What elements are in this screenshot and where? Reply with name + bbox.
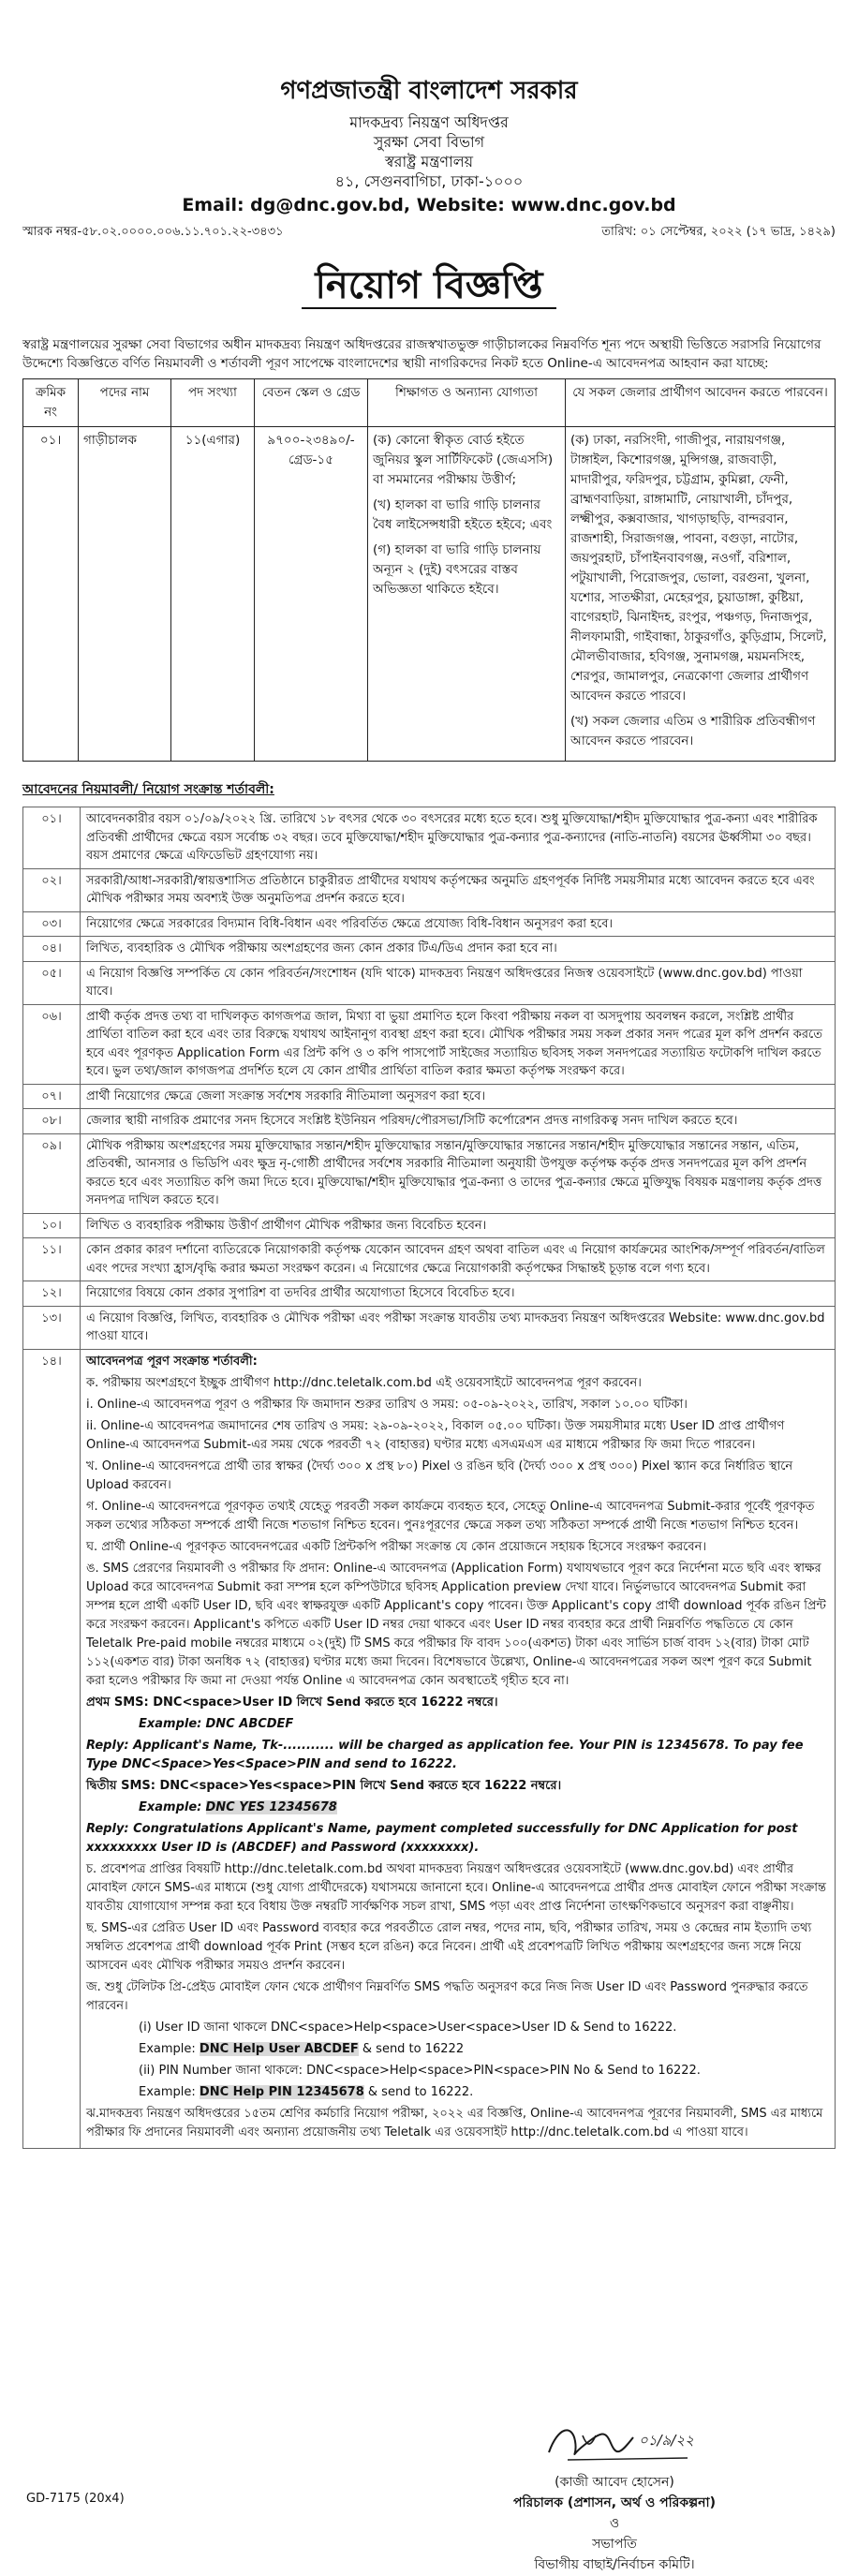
signer-role: সভাপতি xyxy=(592,2537,637,2552)
apply-k: ক. পরীক্ষায় অংশগ্রহণে ইচ্ছুক প্রার্থীগণ http://dnc.teletalk.com.bd এই ওয়েবসাইটে আবেদনপত্র পূরণ করবেন। xyxy=(86,1375,642,1390)
col-districts: যে সকল জেলার প্রার্থীগণ আবেদন করতে পারবেন। xyxy=(566,379,836,427)
signer-name: (কাজী আবেদ হোসেন) xyxy=(555,2475,674,2490)
term-number: ১১। xyxy=(23,1238,81,1281)
row-count: ১১(এগার) xyxy=(171,427,255,762)
sms-first-reply: Reply: Applicant's Name, Tk-........... will be charged as application fee. Your PIN is 12345678. To pay fee Type DNC<Space>Yes<Space>PIN and send to 16222. xyxy=(86,1738,804,1771)
signer-and: ও xyxy=(609,2516,620,2531)
row-scale: ৯৭০০-২৩৪৯০/- গ্রেড-১৫ xyxy=(255,427,368,762)
division-name: সুরক্ষা সেবা বিভাগ xyxy=(373,133,485,151)
term-text: প্রার্থী কর্তৃক প্রদত্ত তথ্য বা দাখিলকৃত কাগজপত্র জাল, মিথ্যা বা ভুয়া প্রমাণিত হলে কিংবা পরীক্ষায় নকল বা অসদুপায় অবলম্বন করলে, সংশ্লিষ্ট প্রার্থীর প্রার্থিতা বাতিল করা হবে এবং তার বিরুদ্ধে যথাযথ আইনানুগ ব্যবস্থা গ্রহণ করা হবে। মৌখিক পরীক্ষার সময় সকল প্রকার সনদ পত্রের মূল কপি প্রদর্শন করতে হবে এবং পূরণকৃত Application Form এর প্রিন্ট কপি ও ৩ কপি পাসপোর্ট সাইজের সত্যায়িত ছবিসহ সকল সনদপত্রের সত্যায়িত ফটোকপি দাখিল করতে হবে। ভুল তথ্য/জাল কাগজপত্র প্রদর্শিত হলে যে কোন প্রার্থীর প্রার্থিতা বাতিল করার ক্ষমতা কর্তৃপক্ষ সংরক্ষণ করে। xyxy=(81,1004,836,1084)
col-scale: বেতন স্কেল ও গ্রেড xyxy=(255,379,368,427)
col-post: পদের নাম xyxy=(79,379,171,427)
col-serial: ক্রমিক নং xyxy=(23,379,79,427)
signature-date: ০১/৯/২২ xyxy=(639,2432,694,2449)
table-row xyxy=(23,1306,836,1349)
term-number: ০৫। xyxy=(23,961,81,1004)
table-row xyxy=(23,1281,836,1307)
vacancy-table-header xyxy=(23,379,836,427)
signer-designation: পরিচালক (প্রশাসন, অর্থ ও পরিকল্পনা) xyxy=(513,2495,716,2510)
application-instructions xyxy=(81,1349,836,2148)
term-number: ০২। xyxy=(23,868,81,911)
row-serial: ০১। xyxy=(23,427,79,762)
qualification-c: (গ) হালকা বা ভারি গাড়ি চালনায় অন্যূন ২ (দুই) বৎসরের বাস্তব অভিজ্ঞতা থাকিতে হইবে। xyxy=(373,542,541,597)
apply-jh: ঝ.মাদকদ্রব্য নিয়ন্ত্রণ অধিদপ্তরের ১৫তম শ্রেণির কর্মচারি নিয়োগ পরীক্ষা, ২০২২ এর বিজ্ঞপ্তি, Online-এ আবেদনপত্র পূরণের নিয়মাবলী, SMS এর মাধ্যমে পরীক্ষার ফি প্রদানের নিয়মাবলী এবং অন্যান্য প্রয়োজনীয় তথ্য Teletalk এর ওয়েবসাইট http://dnc.teletalk.com.bd এ পাওয়া যাবে। xyxy=(86,2106,823,2139)
vacancy-table xyxy=(22,378,836,762)
apply-heading: আবেদনপত্র পূরণ সংক্রান্ত শর্তাবলী: xyxy=(86,1354,258,1369)
apply-ii: ii. Online-এ আবেদনপত্র জমাদানের শেষ তারিখ ও সময়: ২৯-০৯-২০২২, বিকাল ০৫.০০ ঘটিকা। উক্ত সময়সীমার মধ্যে User ID প্রাপ্ত প্রার্থীগণ Online-এ আবেদনপত্র Submit-এর সময় থেকে পরবর্তী ৭২ (বাহাত্তর) ঘণ্টার মধ্যে এসএমএস এর মাধ্যমে পরীক্ষার ফি জমা দিতে পারবেন। xyxy=(86,1418,785,1452)
apply-g: গ. Online-এ আবেদনপত্রে পূরণকৃত তথ্যই যেহেতু পরবর্তী সকল কার্যক্রমে ব্যবহৃত হবে, সেহেতু Online-এ আবেদনপত্র Submit-করার পূর্বেই পূরণকৃত সকল তথ্যের সঠিকতা সম্পর্কে প্রার্থী নিজে শতভাগ নিশ্চিত হবেন। পুনঃপূরণের ক্ষেত্রে সকল তথ্য সঠিকতা সম্পর্কে প্রার্থী নিজে শতভাগ নিশ্চিত হবেন। xyxy=(86,1499,815,1532)
term-number: ১৩। xyxy=(23,1306,81,1349)
term-text: প্রার্থী নিয়োগের ক্ষেত্রে জেলা সংক্রান্ত সর্বশেষ সরকারি নীতিমালা অনুসরণ করা হবে। xyxy=(81,1084,836,1109)
term-number: ০৩। xyxy=(23,911,81,937)
col-count: পদ সংখ্যা xyxy=(171,379,255,427)
term-number: ০৪। xyxy=(23,937,81,962)
table-row xyxy=(23,937,836,962)
table-row xyxy=(23,911,836,937)
apply-gh: ঘ. প্রার্থী Online-এ পূরণকৃত আবেদনপত্রের একটি প্রিন্টকপি পরীক্ষা সংক্রান্ত যে কোন প্রয়োজনে সহায়ক হিসেবে সংরক্ষণ করবেন। xyxy=(86,1539,707,1554)
recover-userid: (i) User ID জানা থাকলে DNC<space>Help<space>User<space>User ID & Send to 16222. xyxy=(139,2020,677,2035)
table-row xyxy=(23,1238,836,1281)
signature-block xyxy=(474,2417,755,2575)
qualification-b: (খ) হালকা বা ভারি গাড়ি চালনার বৈধ লাইসেন্সধারী হইতে হইবে; এবং xyxy=(373,497,553,532)
department-name: মাদকদ্রব্য নিয়ন্ত্রণ অধিদপ্তর xyxy=(349,113,509,131)
ministry-name: স্বরাষ্ট্র মন্ত্রণালয় xyxy=(384,153,474,170)
office-address: ৪১, সেগুনবাগিচা, ঢাকা-১০০০ xyxy=(334,172,524,190)
apply-kh: খ. Online-এ আবেদনপত্রে প্রার্থী তার স্বাক্ষর (দৈর্ঘ্য ৩০০ x প্রস্থ ৮০) Pixel ও রঙিন ছবি (দৈর্ঘ্য ৩০০ x প্রস্থ ৩০০) Pixel স্ক্যান করে নির্ধারিত স্থানে Upload করবেন। xyxy=(86,1458,793,1492)
term-text: লিখিত, ব্যবহারিক ও মৌখিক পরীক্ষায় অংশগ্রহণের জন্য কোন প্রকার টিএ/ডিএ প্রদান করা হবে না। xyxy=(81,937,836,962)
districts-b: (খ) সকল জেলার এতিম ও শারীরিক প্রতিবন্ধীগণ আবেদন করতে পারবেন। xyxy=(570,714,816,748)
term-number: ০৮। xyxy=(23,1109,81,1134)
term-number: ১৪। xyxy=(23,1349,81,2148)
government-name: গণপ্রজাতন্ত্রী বাংলাদেশ সরকার xyxy=(280,77,578,105)
sms-second-example: Example: DNC YES 12345678 xyxy=(139,1799,337,1814)
memo-number: স্মারক নম্বর-৫৮.০২.০০০০.০০৬.১১.৭০১.২২-৩৪৩১ xyxy=(22,225,284,239)
term-number: ১২। xyxy=(23,1281,81,1307)
reference-row xyxy=(22,223,836,243)
recover-pin: (ii) PIN Number জানা থাকলে: DNC<space>Help<space>PIN<space>PIN No & Send to 16222. xyxy=(139,2063,701,2078)
recover-pin-example: Example: DNC Help PIN 12345678 & send to 16222. xyxy=(139,2084,474,2099)
term-number: ০৯। xyxy=(23,1133,81,1213)
table-row xyxy=(23,427,836,762)
row-post: গাড়ীচালক xyxy=(79,427,171,762)
gd-reference: GD-7175 (20x4) xyxy=(26,2492,125,2506)
table-row xyxy=(23,1084,836,1109)
row-districts xyxy=(566,427,836,762)
term-text: মৌখিক পরীক্ষায় অংশগ্রহণের সময় মুক্তিযোদ্ধার সন্তান/শহীদ মুক্তিযোদ্ধার সন্তান/মুক্তিযোদ্ধার সন্তানের সন্তান/শহীদ মুক্তিযোদ্ধার সন্তানের সন্তান, এতিম, প্রতিবন্ধী, আনসার ও ভিডিপি এবং ক্ষুদ্র নৃ-গোষ্ঠী প্রার্থীদের সর্বশেষ সরকারি নীতিমালা অনুযায়ী উপযুক্ত কর্তৃপক্ষ কর্তৃক প্রদত্ত সনদপত্রের মূল কপি প্রদর্শন করতে হবে এবং সত্যায়িত কপি জমা দিতে হবে। মুক্তিযোদ্ধা/শহীদ মুক্তিযোদ্ধার পুত্র-কন্যা ও তাদের পুত্র-কন্যার ক্ষেত্রে মুক্তিযুদ্ধ বিষয়ক মন্ত্রণালয় কর্তৃক প্রদত্ত সনদপত্র দাখিল করতে হবে। xyxy=(81,1133,836,1213)
table-row xyxy=(23,807,836,869)
term-number: ০৭। xyxy=(23,1084,81,1109)
email-website-line: Email: dg@dnc.gov.bd, Website: www.dnc.gov.bd xyxy=(182,195,676,215)
sms-second-reply: Reply: Congratulations Applicant's Name, payment completed successfully for DNC Application for post xxxxxxxxx User ID is (ABCDEF) and Password (xxxxxxxx). xyxy=(86,1821,798,1855)
signer-committee: বিভাগীয় বাছাই/নির্বাচন কমিটি। xyxy=(534,2557,695,2572)
table-row xyxy=(23,1004,836,1084)
term-text: লিখিত ও ব্যবহারিক পরীক্ষায় উত্তীর্ণ প্রার্থীগণ মৌখিক পরীক্ষার জন্য বিবেচিত হবেন। xyxy=(81,1213,836,1238)
term-number: ১০। xyxy=(23,1213,81,1238)
table-row xyxy=(23,868,836,911)
sms-second: দ্বিতীয় SMS: DNC<space>Yes<space>PIN লিখে Send করতে হবে 16222 নম্বরে। xyxy=(86,1778,562,1793)
term-text: নিয়োগের বিষয়ে কোন প্রকার সুপারিশ বা তদবির প্রার্থীর অযোগ্যতা হিসেবে বিবেচিত হবে। xyxy=(81,1281,836,1307)
row-qualifications xyxy=(368,427,566,762)
letterhead xyxy=(22,71,836,215)
recover-userid-example: Example: DNC Help User ABCDEF & send to 16222 xyxy=(139,2041,465,2056)
term-number: ০৬। xyxy=(23,1004,81,1084)
table-row xyxy=(23,1109,836,1134)
apply-chh: ছ. SMS-এর প্রেরিত User ID এবং Password ব্যবহার করে পরবর্তীতে রোল নম্বর, পদের নাম, ছবি, পরীক্ষার তারিখ, সময় ও কেন্দ্রের নাম ইত্যাদি তথ্য সম্বলিত প্রবেশপত্র প্রার্থী download পূর্বক Print (সম্ভব হলে রঙিন) করে নিবেন। প্রার্থী এই প্রবেশপত্রটি লিখিত পরীক্ষায় অংশগ্রহণের জন্য সঙ্গে নিয়ে আসবেন এবং মৌখিক পরীক্ষার সময়ও প্রদর্শন করবেন। xyxy=(86,1920,812,1973)
notice-title: নিয়োগ বিজ্ঞপ্তি xyxy=(22,256,836,318)
terms-table xyxy=(22,807,836,2149)
term-text: আবেদনকারীর বয়স ০১/০৯/২০২২ খ্রি. তারিখে ১৮ বৎসর থেকে ৩০ বৎসরের মধ্যে হতে হবে। শুধু মুক্তিযোদ্ধা/শহীদ মুক্তিযোদ্ধার পুত্র-কন্যা এবং শারীরিক প্রতিবন্ধী প্রার্থীদের ক্ষেত্রে বয়স সর্বোচ্চ ৩২ বছর। তবে মুক্তিযোদ্ধা/শহীদ মুক্তিযোদ্ধার পুত্র-কন্যার পুত্র-কন্যাদের (নাতি-নাতনি) বয়সের ঊর্ধ্বসীমা ৩০ বছর। বয়স প্রমাণের ক্ষেত্রে এফিডেভিট গ্রহণযোগ্য নয়। xyxy=(81,807,836,869)
col-qualification: শিক্ষাগত ও অন্যান্য যোগ্যতা xyxy=(368,379,566,427)
table-row xyxy=(23,961,836,1004)
notice-date: তারিখ: ০১ সেপ্টেম্বর, ২০২২ (১৭ ভাদ্র, ১৪২৯) xyxy=(601,225,836,239)
apply-ng: ঙ. SMS প্রেরণের নিয়মাবলী ও পরীক্ষার ফি প্রদান: Online-এ আবেদনপত্র (Application Form) যথাযথভাবে পূরণ করে নির্দেশনা মতে ছবি এবং স্বাক্ষর Upload করে আবেদনপত্র Submit করা সম্পন্ন হলে কম্পিউটারে ছবিসহ Application preview দেখা যাবে। নির্ভুলভাবে আবেদনপত্র Submit করা সম্পন্ন হলে প্রার্থী একটি User ID, ছবি এবং স্বাক্ষরযুক্ত একটি Applicant's copy পাবেন। উক্ত Applicant's copy প্রার্থী download পূর্বক রঙিন প্রিন্ট করে সংরক্ষণ করবেন। Applicant's কপিতে একটি User ID নম্বর দেয়া থাকবে এবং User ID নম্বর ব্যবহার করে প্রার্থী নিম্নবর্ণিত পদ্ধতিতে যে কোন Teletalk Pre-paid mobile নম্বরের মাধ্যমে ০২(দুই) টি SMS করে পরীক্ষার ফি বাবদ ১০০(একশত) টাকা এবং সার্ভিস চার্জ বাবদ ১২(বার) টাকা মোট ১১২(একশত বার) টাকা অনধিক ৭২ (বাহাত্তর) ঘণ্টার মধ্যে জমা দিবেন। বিশেষভাবে উল্লেখ্য, Online-এ আবেদনপত্রের সকল অংশ পূরণ করে Submit করা হলেও পরীক্ষার ফি জমা না দেওয়া পর্যন্ত Online এ আবেদনপত্র কোন অবস্থাতেই গৃহীত হবে না। xyxy=(86,1561,826,1688)
apply-i: i. Online-এ আবেদনপত্র পূরণ ও পরীক্ষার ফি জমাদান শুরুর তারিখ ও সময়: ০৫-০৯-২০২২, তারিখ, সকাল ১০.০০ ঘটিকা। xyxy=(86,1397,688,1412)
term-text: এ নিয়োগ বিজ্ঞপ্তি, লিখিত, ব্যবহারিক ও মৌখিক পরীক্ষা এবং পরীক্ষা সংক্রান্ত যাবতীয় তথ্য মাদকদ্রব্য নিয়ন্ত্রণ অধিদপ্তরের Website: www.dnc.gov.bd পাওয়া যাবে। xyxy=(81,1306,836,1349)
term-text: জেলার স্থায়ী নাগরিক প্রমাণের সনদ হিসেবে সংশ্লিষ্ট ইউনিয়ন পরিষদ/পৌরসভা/সিটি কর্পোরেশন প্রদত্ত নাগরিকত্ব সনদ দাখিল করতে হবে। xyxy=(81,1109,836,1134)
table-row xyxy=(23,1213,836,1238)
term-number: ০১। xyxy=(23,807,81,869)
term-text: সরকারী/আধা-সরকারী/স্বায়ত্তশাসিত প্রতিষ্ঠানে চাকুরীরত প্রার্থীদের যথাযথ কর্তৃপক্ষের অনুমতি গ্রহণপূর্বক নির্দিষ্ট সময়সীমার মধ্যে আবেদন করতে হবে এবং মৌখিক পরীক্ষার সময় অবশ্যই উক্ত অনুমতিপত্র প্রদর্শন করতে হবে। xyxy=(81,868,836,911)
qualification-a: (ক) কোনো স্বীকৃত বোর্ড হইতে জুনিয়র স্কুল সার্টিফিকেট (জেএসসি) বা সমমানের পরীক্ষায় উত্তীর্ণ; xyxy=(373,433,554,487)
terms-title: আবেদনের নিয়মাবলী/ নিয়োগ সংক্রান্ত শর্তাবলী: xyxy=(22,782,274,797)
intro-paragraph: স্বরাষ্ট্র মন্ত্রণালয়ের সুরক্ষা সেবা বিভাগের অধীন মাদকদ্রব্য নিয়ন্ত্রণ অধিদপ্তরের রাজস্বখাতভুক্ত গাড়ীচালকের নিম্নবর্ণিত শূন্য পদে অস্থায়ী ভিত্তিতে সরাসরি নিয়োগের উদ্দেশ্যে বিজ্ঞপ্তিতে বর্ণিত নিয়মাবলী ও শর্তাবলী পূরণ সাপেক্ষে বাংলাদেশের স্থায়ী নাগরিকদের নিকট হতে Online-এ আবেদনপত্র আহবান করা যাচ্ছে: xyxy=(22,337,821,371)
table-row xyxy=(23,1133,836,1213)
handwritten-signature xyxy=(530,2417,699,2465)
sms-first: প্রথম SMS: DNC<space>User ID লিখে Send করতে হবে 16222 নম্বরে। xyxy=(86,1695,498,1710)
table-row xyxy=(23,1349,836,2148)
districts-a: (ক) ঢাকা, নরসিংদী, গাজীপুর, নারায়ণগঞ্জ, টাঙ্গাইল, কিশোরগঞ্জ, মুন্সিগঞ্জ, রাজবাড়ী, মাদারীপুর, ফরিদপুর, চট্টগ্রাম, কুমিল্লা, ফেনী, ব্রাহ্মণবাড়িয়া, রাঙ্গামাটি, নোয়াখালী, চাঁদপুর, লক্ষ্মীপুর, কক্সবাজার, খাগড়াছড়ি, বান্দরবান, রাজশাহী, সিরাজগঞ্জ, পাবনা, বগুড়া, নাটোর, জয়পুরহাট, চাঁপাইনবাবগঞ্জ, নওগাঁ, বরিশাল, পটুয়াখালী, পিরোজপুর, ভোলা, বরগুনা, খুলনা, যশোর, সাতক্ষীরা, মেহেরপুর, চুয়াডাঙ্গা, কুষ্টিয়া, বাগেরহাট, ঝিনাইদহ, রংপুর, পঞ্চগড়, দিনাজপুর, নীলফামারী, গাইবান্ধা, ঠাকুরগাঁও, কুড়িগ্রাম, সিলেট, মৌলভীবাজার, হবিগঞ্জ, সুনামগঞ্জ, ময়মনসিংহ, শেরপুর, জামালপুর, নেত্রকোণা জেলার প্রার্থীগণ আবেদন করতে পারবে। xyxy=(570,433,827,703)
apply-j: জ. শুধু টেলিটক প্রি-প্রেইড মোবাইল ফোন থেকে প্রার্থীগণ নিম্নবর্ণিত SMS পদ্ধতি অনুসরণ করে নিজ নিজ User ID এবং Password পুনরুদ্ধার করতে পারবেন। xyxy=(86,1979,808,2013)
apply-ch: চ. প্রবেশপত্র প্রাপ্তির বিষয়টি http://dnc.teletalk.com.bd অথবা মাদকদ্রব্য নিয়ন্ত্রণ অধিদপ্তরের ওয়েবসাইটে (www.dnc.gov.bd) এবং প্রার্থীর মোবাইল ফোনে SMS-এর মাধ্যমে (শুধু যোগ্য প্রার্থীদেরকে) যথাসময়ে জানানো হবে। Online-এ আবেদনপত্রে প্রার্থীর প্রদত্ত মোবাইল ফোনে পরীক্ষা সংক্রান্ত যাবতীয় যোগাযোগ সম্পন্ন করা হবে বিধায় উক্ত নম্বরটি সার্বক্ষণিক সচল রাখা, SMS পড়া এবং প্রাপ্ত নির্দেশনা তাৎক্ষণিকভাবে অনুসরণ করা বাঞ্ছনীয়। xyxy=(86,1861,826,1914)
term-text: কোন প্রকার কারণ দর্শানো ব্যতিরেকে নিয়োগকারী কর্তৃপক্ষ যেকোন আবেদন গ্রহণ অথবা বাতিল এবং এ নিয়োগ কার্যক্রমের আংশিক/সম্পূর্ণ পরিবর্তন/বাতিল এবং পদের সংখ্যা হ্রাস/বৃদ্ধি করার ক্ষমতা সংরক্ষণ করেন। এ নিয়োগের ক্ষেত্রে নিয়োগকারী কর্তৃপক্ষের সিদ্ধান্তই চূড়ান্ত বলে গণ্য হবে। xyxy=(81,1238,836,1281)
sms-first-example: Example: DNC ABCDEF xyxy=(139,1716,294,1731)
term-text: নিয়োগের ক্ষেত্রে সরকারের বিদ্যমান বিধি-বিধান এবং পরিবর্তিত ক্ষেত্রে প্রযোজ্য বিধি-বিধান অনুসরণ করা হবে। xyxy=(81,911,836,937)
term-text: এ নিয়োগ বিজ্ঞপ্তি সম্পর্কিত যে কোন পরিবর্তন/সংশোধন (যদি থাকে) মাদকদ্রব্য নিয়ন্ত্রণ অধিদপ্তরের নিজস্ব ওয়েবসাইটে (www.dnc.gov.bd) পাওয়া যাবে। xyxy=(81,961,836,1004)
